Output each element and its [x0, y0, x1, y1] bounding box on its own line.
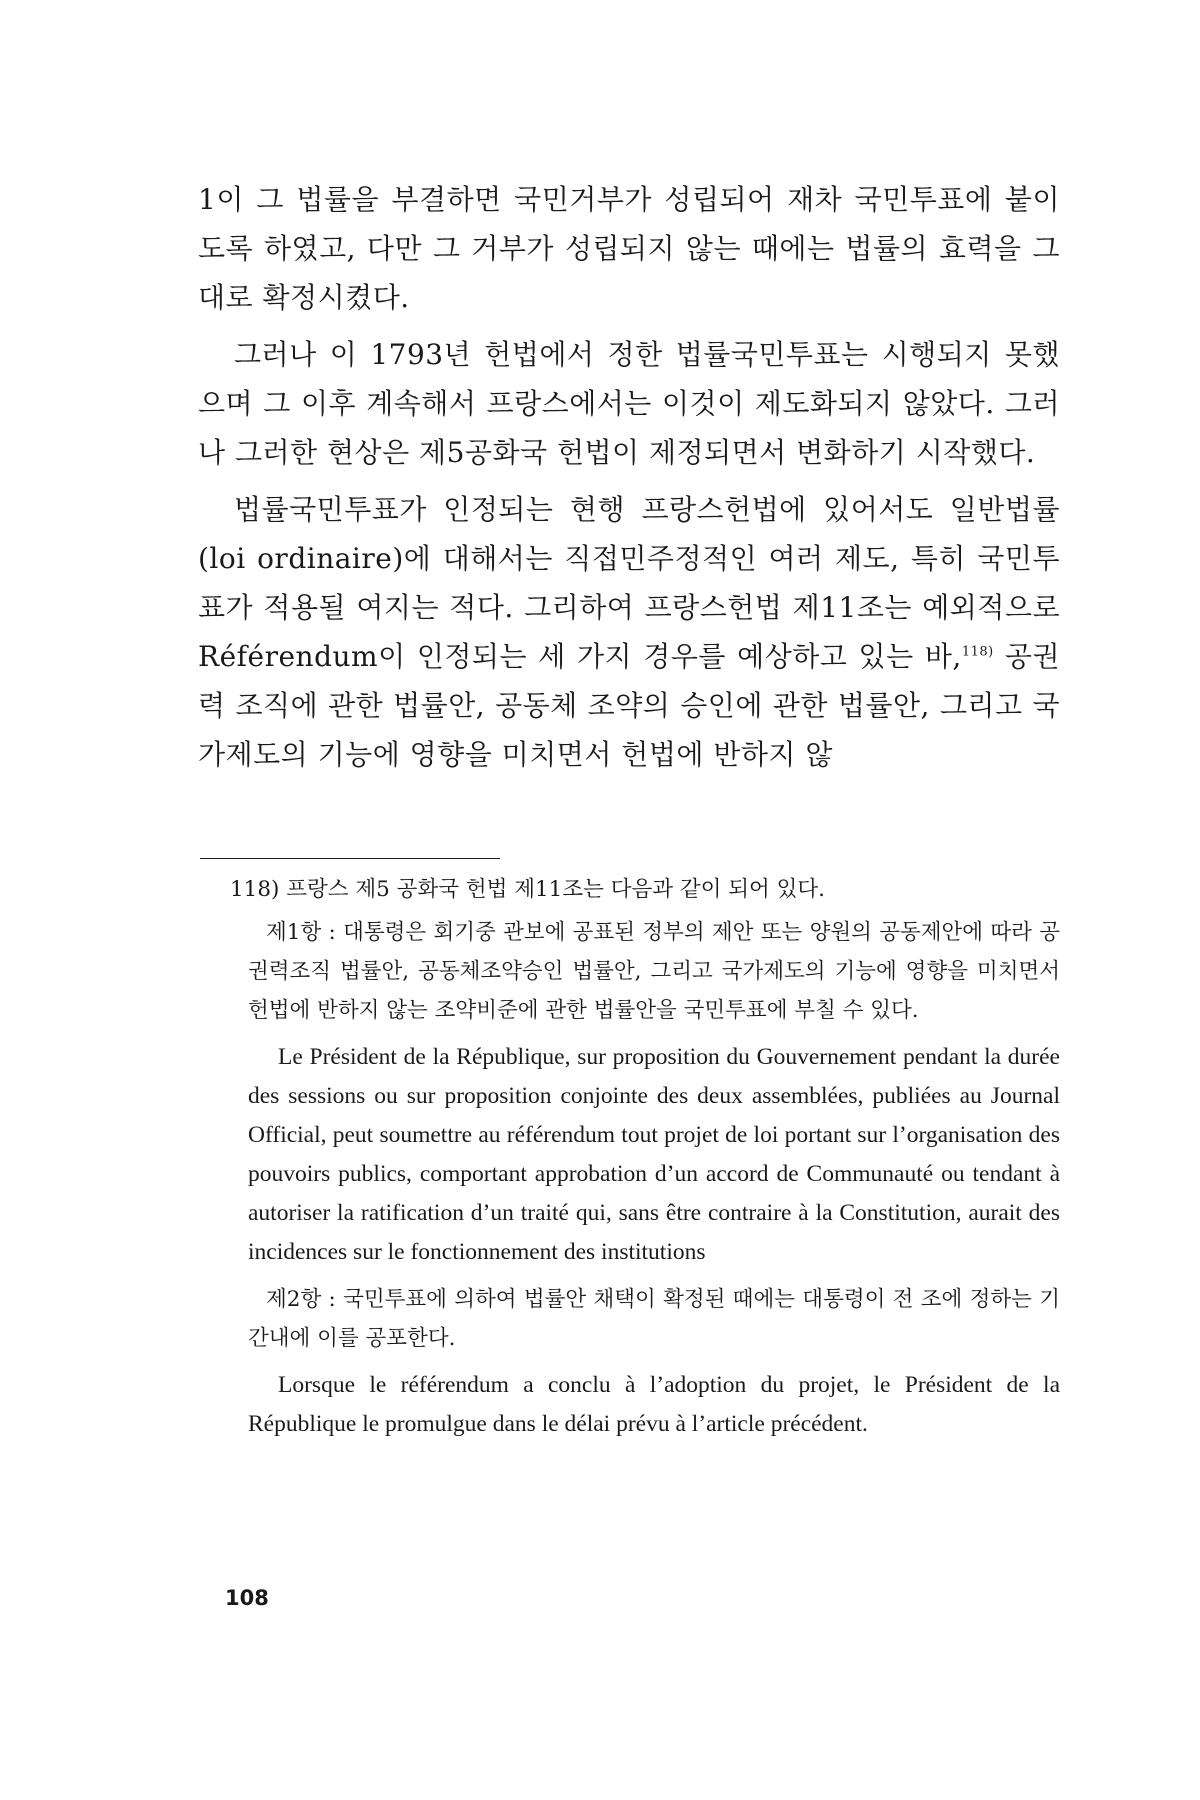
footnote-clause-1-korean: 제1항 : 대통령은 회기중 관보에 공표된 정부의 제안 또는 양원의 공동제안에 따라 공권력조직 법률안, 공동체조약승인 법률안, 그리고 국가제도의 기능에 영향을 미치면서 헌법에 반하지 않는 조약비준에 관한 법률안을 국민투표에 부칠 수 있다.	[248, 920, 1060, 1023]
page-number: 108	[225, 1586, 269, 1610]
main-text	[198, 175, 1060, 787]
paragraph-3-text-before: 법률국민투표가 인정되는 현행 프랑스헌법에 있어서도 일반법률(loi ordinaire)에 대해서는 직접민주정적인 여러 제도, 특히 국민투표가 적용될 여지는 적다. 그리하여 프랑스헌법 제11조는 예외적으로 Référendum이 인정되는 세 가지 경우를 예상하고 있는 바,	[198, 493, 1060, 673]
footnote-separator	[200, 858, 500, 859]
paragraph-2: 그러나 이 1793년 헌법에서 정한 법률국민투표는 시행되지 못했으며 그 이후 계속해서 프랑스에서는 이것이 제도화되지 않았다. 그러나 그러한 현상은 제5공화국 헌법이 제정되면서 변화하기 시작했다.	[198, 338, 1060, 469]
footnote-clause-2-french: Lorsque le référendum a conclu à l’adoption du projet, le Président de la République le promulgue dans le délai prévu à l’article précédent.	[248, 1372, 1060, 1437]
paragraph-1: 1이 그 법률을 부결하면 국민거부가 성립되어 재차 국민투표에 붙이도록 하였고, 다만 그 거부가 성립되지 않는 때에는 법률의 효력을 그대로 확정시켰다.	[198, 183, 1060, 314]
footnote-clause-1-french: Le Président de la République, sur proposition du Gouvernement pendant la durée des sessions ou sur proposition conjointe des deux assemblées, publiées au Journal Official, peut soumettre au référendum tout projet de loi portant sur l’organisation des pouvoirs publics, comportant approbation d’un accord de Communauté ou tendant à autoriser la ratification d’un traité qui, sans être contraire à la Constitution, aurait des incidences sur le fonctionnement des institutions	[248, 1044, 1060, 1265]
paragraph-3	[198, 485, 1060, 779]
footnote-marker[interactable]: 118)	[961, 644, 994, 660]
footnote-heading: 118) 프랑스 제5 공화국 헌법 제11조는 다음과 같이 되어 있다.	[230, 877, 825, 902]
footnote-clause-2-korean: 제2항 : 국민투표에 의하여 법률안 채택이 확정된 때에는 대통령이 전 조에 정하는 기간내에 이를 공포한다.	[248, 1287, 1060, 1351]
footnote-block	[200, 870, 1060, 1452]
paragraph-3-text-after: 공권력 조직에 관한 법률안, 공동체 조약의 승인에 관한 법률안, 그리고 국가제도의 기능에 영향을 미치면서 헌법에 반하지 않	[198, 640, 1061, 771]
